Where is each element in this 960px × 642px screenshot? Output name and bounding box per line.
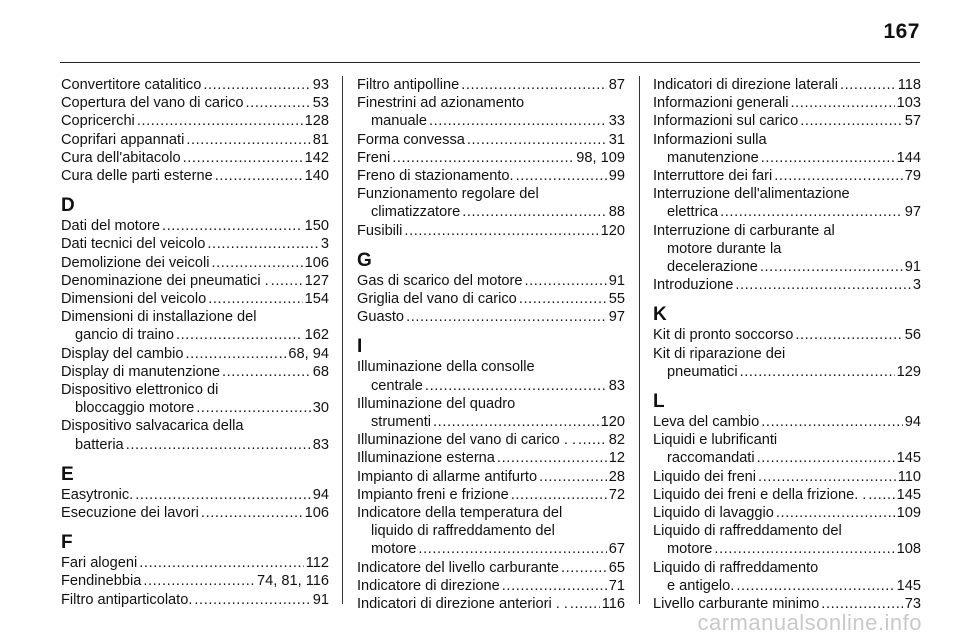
entry-term: Indicatore di direzione xyxy=(357,577,500,594)
entry-page: 30 xyxy=(312,400,329,417)
column-divider xyxy=(342,76,343,604)
entry-page: 110 xyxy=(897,468,921,485)
entry-term: Liquidi e lubrificanti xyxy=(653,432,778,449)
index-entry xyxy=(61,345,329,363)
entry-term: Interruzione di carburante al xyxy=(653,222,835,239)
entry-term: Kit di pronto soccorso xyxy=(653,327,794,344)
entry-term: Impianto di allarme antifurto xyxy=(357,468,538,485)
index-entry xyxy=(61,572,329,590)
dot-leader xyxy=(162,217,303,235)
entry-term: Liquido dei freni xyxy=(653,468,757,485)
index-entry xyxy=(61,591,329,609)
entry-page: 94 xyxy=(312,486,329,503)
index-entry xyxy=(653,468,921,486)
dot-leader xyxy=(462,203,607,221)
entry-term: e antigelo. xyxy=(667,577,735,594)
index-entry xyxy=(61,290,329,308)
index-entry xyxy=(61,417,329,453)
index-entry xyxy=(653,431,921,467)
entry-term: motore xyxy=(371,541,417,558)
entry-term: Filtro antiparticolato. xyxy=(61,591,193,608)
dot-leader xyxy=(790,94,894,112)
entry-term: raccomandati xyxy=(667,450,755,467)
entry-term: Liquido di raffreddamento del xyxy=(653,523,842,540)
index-entry xyxy=(357,185,625,221)
dot-leader xyxy=(497,449,607,467)
column-divider xyxy=(639,76,640,604)
index-entry xyxy=(357,595,625,613)
entry-term: Liquido di lavaggio xyxy=(653,505,774,522)
entry-term: strumenti xyxy=(371,414,432,431)
entry-page: 3 xyxy=(912,277,921,294)
entry-page: 88 xyxy=(608,204,625,221)
index-entry xyxy=(653,504,921,522)
dot-leader xyxy=(404,222,598,240)
dot-leader xyxy=(519,290,607,308)
entry-page: 87 xyxy=(608,77,625,93)
index-entry xyxy=(61,94,329,112)
index-entry xyxy=(61,381,329,417)
entry-page: 83 xyxy=(312,436,329,453)
entry-term: Indicatore del livello carburante xyxy=(357,559,559,576)
dot-leader xyxy=(222,363,311,381)
index-entry xyxy=(357,149,625,167)
entry-term: Illuminazione del vano di carico . . xyxy=(357,432,577,449)
entry-term: Informazioni sulla xyxy=(653,131,767,148)
index-entry xyxy=(357,308,625,326)
entry-page: 3 xyxy=(320,236,329,253)
entry-page: 120 xyxy=(600,222,625,239)
section-letter: L xyxy=(653,391,665,413)
entry-term: centrale xyxy=(371,377,423,394)
page-number: 167 xyxy=(883,20,920,43)
entry-term: Fendinebbia xyxy=(61,573,142,590)
entry-page: 55 xyxy=(608,291,625,308)
entry-term: Easytronic. xyxy=(61,486,134,503)
index-entry xyxy=(357,431,625,449)
index-entry xyxy=(357,94,625,130)
entry-term: Liquido di raffreddamento xyxy=(653,559,819,576)
index-entry xyxy=(357,131,625,149)
entry-term: Convertitore catalitico xyxy=(61,77,202,93)
dot-leader xyxy=(776,504,895,522)
entry-page: 56 xyxy=(904,327,921,344)
index-entry xyxy=(357,272,625,290)
dot-leader xyxy=(139,554,303,572)
entry-term: climatizzatore xyxy=(371,204,461,221)
entry-term: Cura dell'abitacolo xyxy=(61,149,181,166)
index-entry xyxy=(357,290,625,308)
entry-term: Interruzione dell'alimentazione xyxy=(653,186,850,203)
dot-leader xyxy=(126,436,311,454)
entry-term: Dispositivo salvacarica della xyxy=(61,418,244,435)
entry-term: Copricerchi xyxy=(61,113,135,130)
entry-page: 33 xyxy=(608,113,625,130)
index-entry xyxy=(357,76,625,94)
entry-term: Fusibili xyxy=(357,222,403,239)
section-letter: K xyxy=(653,304,667,326)
index-entry xyxy=(653,413,921,431)
dot-leader xyxy=(176,326,303,344)
entry-term: Freno di stazionamento. xyxy=(357,168,514,185)
index-entry xyxy=(61,112,329,130)
dot-leader xyxy=(271,272,303,290)
entry-term: liquido di raffreddamento del xyxy=(371,523,555,540)
entry-page: 68, 94 xyxy=(288,345,329,362)
dot-leader xyxy=(736,577,894,595)
index-entry xyxy=(61,217,329,235)
dot-leader xyxy=(740,363,895,381)
dot-leader xyxy=(714,540,894,558)
entry-page: 12 xyxy=(608,450,625,467)
entry-page: 67 xyxy=(608,541,625,558)
dot-leader xyxy=(795,326,902,344)
dot-leader xyxy=(211,254,302,272)
index-column-2 xyxy=(357,76,625,613)
watermark: carmanualsonline.info xyxy=(697,610,922,635)
entry-page: 82 xyxy=(608,432,625,449)
entry-term: Demolizione dei veicoli xyxy=(61,254,210,271)
entry-page: 128 xyxy=(304,113,329,130)
entry-page: 103 xyxy=(896,95,921,112)
index-entry xyxy=(61,131,329,149)
dot-leader xyxy=(800,112,903,130)
index-entry xyxy=(61,235,329,253)
entry-term: Interruttore dei fari xyxy=(653,168,773,185)
dot-leader xyxy=(135,486,311,504)
entry-page: 145 xyxy=(896,450,921,467)
entry-term: Gas di scarico del motore xyxy=(357,272,523,289)
entry-page: 140 xyxy=(304,168,329,185)
index-entry xyxy=(61,149,329,167)
entry-term: Griglia del vano di carico xyxy=(357,291,517,308)
entry-term: pneumatici xyxy=(667,363,738,380)
entry-term: Illuminazione del quadro xyxy=(357,395,516,412)
dot-leader xyxy=(203,76,310,94)
dot-leader xyxy=(433,413,599,431)
entry-page: 72 xyxy=(608,486,625,503)
entry-term: Indicatori di direzione laterali xyxy=(653,77,838,93)
index-entry xyxy=(357,449,625,467)
entry-term: Illuminazione della consolle xyxy=(357,359,535,376)
entry-page: 154 xyxy=(304,291,329,308)
entry-term: Freni xyxy=(357,149,391,166)
entry-term: Liquido dei freni e della frizione. . xyxy=(653,486,867,503)
index-entry xyxy=(653,167,921,185)
entry-term: Cura delle parti esterne xyxy=(61,168,213,185)
dot-leader xyxy=(194,591,310,609)
section-letter: G xyxy=(357,249,372,271)
dot-leader xyxy=(840,76,896,94)
dot-leader xyxy=(392,149,574,167)
entry-page: 162 xyxy=(304,327,329,344)
entry-term: Illuminazione esterna xyxy=(357,450,495,467)
index-entry xyxy=(61,272,329,290)
index-entry xyxy=(653,345,921,381)
dot-leader xyxy=(539,468,607,486)
dot-leader xyxy=(758,468,896,486)
index-entry xyxy=(653,276,921,294)
entry-page: 144 xyxy=(896,149,921,166)
index-entry xyxy=(653,76,921,94)
index-entry xyxy=(653,222,921,277)
entry-page: 91 xyxy=(312,591,329,608)
dot-leader xyxy=(425,377,607,395)
entry-page: 118 xyxy=(897,77,921,93)
index-entry xyxy=(61,554,329,572)
index-entry xyxy=(357,577,625,595)
dot-leader xyxy=(207,235,318,253)
dot-leader xyxy=(511,486,607,504)
dot-leader xyxy=(524,272,606,290)
entry-term: Informazioni sul carico xyxy=(653,113,799,130)
dot-leader xyxy=(208,290,302,308)
dot-leader xyxy=(185,345,286,363)
entry-page: 28 xyxy=(608,468,625,485)
section-letter: F xyxy=(61,532,73,554)
dot-leader xyxy=(215,167,303,185)
entry-page: 53 xyxy=(312,95,329,112)
entry-term: Esecuzione dei lavori xyxy=(61,505,199,522)
entry-term: gancio di traino xyxy=(75,327,174,344)
index-entry xyxy=(61,167,329,185)
entry-term: Kit di riparazione dei xyxy=(653,345,786,362)
dot-leader xyxy=(761,413,902,431)
dot-leader xyxy=(561,559,607,577)
dot-leader xyxy=(570,595,600,613)
entry-page: 93 xyxy=(312,77,329,93)
entry-term: Dati tecnici del veicolo xyxy=(61,236,206,253)
entry-term: Display di manutenzione xyxy=(61,363,220,380)
index-entry xyxy=(61,504,329,522)
section-letter: D xyxy=(61,195,75,217)
index-entry xyxy=(357,222,625,240)
entry-page: 108 xyxy=(896,541,921,558)
dot-leader xyxy=(735,276,911,294)
entry-term: Leva del cambio xyxy=(653,414,760,431)
entry-page: 81 xyxy=(312,131,329,148)
dot-leader xyxy=(183,149,303,167)
entry-page: 65 xyxy=(608,559,625,576)
entry-term: Coprifari appannati xyxy=(61,131,185,148)
index-entry xyxy=(357,504,625,559)
entry-page: 74, 81, 116 xyxy=(257,573,329,590)
entry-term: Impianto freni e frizione xyxy=(357,486,509,503)
dot-leader xyxy=(418,540,606,558)
entry-page: 127 xyxy=(304,272,329,289)
dot-leader xyxy=(720,203,903,221)
dot-leader xyxy=(761,149,895,167)
entry-term: Informazioni generali xyxy=(653,95,789,112)
entry-term: Copertura del vano di carico xyxy=(61,95,244,112)
dot-leader xyxy=(868,486,894,504)
entry-page: 98, 109 xyxy=(576,149,625,166)
entry-term: batteria xyxy=(75,436,124,453)
entry-term: Indicatore della temperatura del xyxy=(357,505,563,522)
entry-term: Dimensioni del veicolo xyxy=(61,291,207,308)
dot-leader xyxy=(502,577,607,595)
dot-leader xyxy=(143,572,255,590)
index-column-3 xyxy=(653,76,921,613)
entry-term: Introduzione xyxy=(653,277,734,294)
entry-term: decelerazione xyxy=(667,259,758,276)
header-rule xyxy=(60,62,920,63)
entry-page: 150 xyxy=(304,218,329,235)
index-entry xyxy=(653,112,921,130)
dot-leader xyxy=(467,131,607,149)
entry-page: 142 xyxy=(304,149,329,166)
entry-term: manutenzione xyxy=(667,149,759,166)
entry-term: motore xyxy=(667,541,713,558)
entry-term: Forma convessa xyxy=(357,131,465,148)
entry-term: Funzionamento regolare del xyxy=(357,186,539,203)
entry-term: Filtro antipolline xyxy=(357,77,460,93)
entry-page: 73 xyxy=(904,596,921,613)
entry-term: Livello carburante minimo xyxy=(653,596,820,613)
entry-page: 91 xyxy=(904,259,921,276)
index-entry xyxy=(61,486,329,504)
entry-term: motore durante la xyxy=(667,240,782,257)
section-letter: I xyxy=(357,336,363,358)
dot-leader xyxy=(406,308,607,326)
entry-page: 31 xyxy=(608,131,625,148)
entry-page: 99 xyxy=(608,168,625,185)
index-entry xyxy=(61,76,329,94)
entry-page: 106 xyxy=(304,254,329,271)
entry-page: 94 xyxy=(904,414,921,431)
entry-page: 57 xyxy=(904,113,921,130)
dot-leader xyxy=(201,504,303,522)
dot-leader xyxy=(246,94,311,112)
entry-term: Indicatori di direzione anteriori . . xyxy=(357,596,568,613)
entry-page: 68 xyxy=(312,363,329,380)
index-entry xyxy=(357,358,625,394)
entry-term: Dispositivo elettronico di xyxy=(61,382,219,399)
dot-leader xyxy=(760,258,903,276)
entry-term: Denominazione dei pneumatici . xyxy=(61,272,269,289)
entry-page: 106 xyxy=(304,505,329,522)
entry-page: 120 xyxy=(600,414,625,431)
entry-page: 145 xyxy=(896,486,921,503)
entry-term: Fari alogeni xyxy=(61,555,138,572)
entry-term: elettrica xyxy=(667,204,719,221)
entry-page: 97 xyxy=(904,204,921,221)
entry-page: 91 xyxy=(608,272,625,289)
dot-leader xyxy=(516,167,607,185)
index-entry xyxy=(61,308,329,344)
index-column-1 xyxy=(61,76,329,609)
index-entry xyxy=(357,468,625,486)
entry-term: Guasto xyxy=(357,309,405,326)
index-entry xyxy=(653,94,921,112)
entry-term: manuale xyxy=(371,113,427,130)
index-entry xyxy=(61,363,329,381)
dot-leader xyxy=(186,131,310,149)
index-entry xyxy=(357,395,625,431)
index-entry xyxy=(653,486,921,504)
index-entry xyxy=(357,167,625,185)
entry-term: Display del cambio xyxy=(61,345,184,362)
entry-page: 71 xyxy=(608,577,625,594)
index-entry xyxy=(653,326,921,344)
section-letter: E xyxy=(61,463,74,485)
entry-term: Finestrini ad azionamento xyxy=(357,95,525,112)
entry-page: 129 xyxy=(896,363,921,380)
index-entry xyxy=(653,131,921,167)
entry-term: bloccaggio motore xyxy=(75,400,195,417)
index-entry xyxy=(61,254,329,272)
index-entry xyxy=(357,559,625,577)
entry-page: 145 xyxy=(896,577,921,594)
dot-leader xyxy=(757,449,895,467)
index-entry xyxy=(357,486,625,504)
entry-page: 112 xyxy=(305,555,329,572)
dot-leader xyxy=(196,399,311,417)
dot-leader xyxy=(137,112,303,130)
dot-leader xyxy=(429,112,607,130)
dot-leader xyxy=(774,167,903,185)
dot-leader xyxy=(578,431,607,449)
entry-page: 97 xyxy=(608,309,625,326)
entry-term: Dati del motore xyxy=(61,218,160,235)
entry-page: 109 xyxy=(896,505,921,522)
index-entry xyxy=(653,522,921,558)
entry-page: 116 xyxy=(601,596,625,613)
entry-term: Dimensioni di installazione del xyxy=(61,309,257,326)
index-entry xyxy=(653,185,921,221)
index-entry xyxy=(653,559,921,595)
dot-leader xyxy=(461,76,607,94)
entry-page: 79 xyxy=(904,168,921,185)
entry-page: 83 xyxy=(608,377,625,394)
